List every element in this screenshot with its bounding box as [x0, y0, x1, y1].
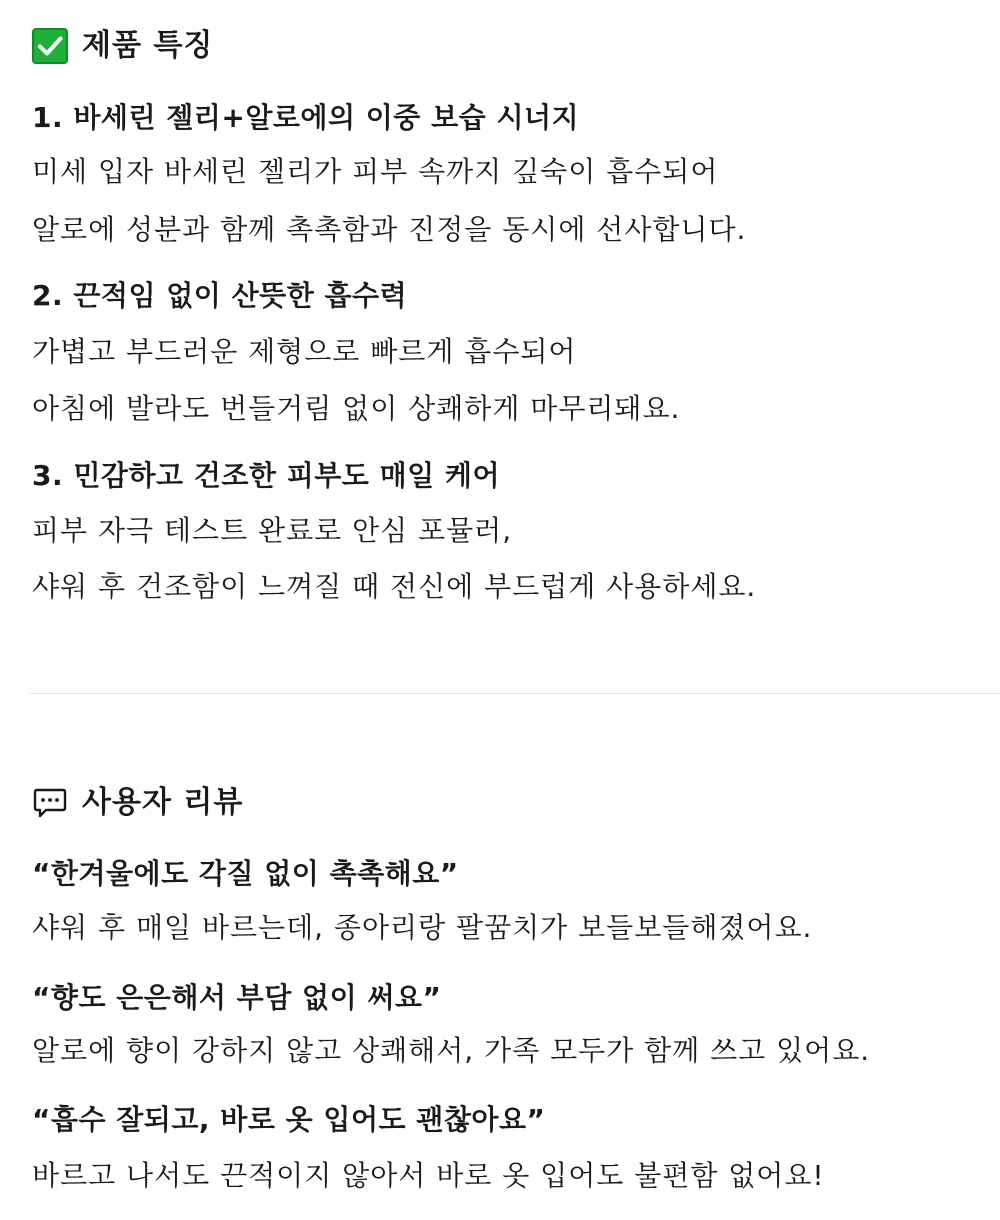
review-title: “흡수 잘되고, 바로 옷 입어도 괜찮아요” — [32, 1103, 546, 1136]
review-item-3 — [32, 1103, 972, 1206]
chat-bubble-icon — [32, 785, 68, 821]
review-title: “한겨울에도 각질 없이 촉촉해요” — [32, 857, 459, 890]
review-body: 바르고 나서도 끈적이지 않아서 바로 옷 입어도 불편함 없어요! — [32, 1159, 825, 1192]
review-item-1 — [32, 857, 972, 960]
review-title: “향도 은은해서 부담 없이 써요” — [32, 981, 442, 1014]
review-body: 샤워 후 매일 바르는데, 종아리랑 팔꿈치가 보들보들해졌어요. — [32, 911, 813, 944]
feature-line: 샤워 후 건조함이 느껴질 때 전신에 부드럽게 사용하세요. — [32, 570, 757, 603]
feature-line: 아침에 발라도 번들거림 없이 상쾌하게 마무리돼요. — [32, 392, 681, 425]
feature-title: 1. 바세린 젤리+알로에의 이중 보습 시너지 — [32, 101, 580, 134]
feature-line: 피부 자극 테스트 완료로 안심 포뮬러, — [32, 514, 513, 547]
feature-line: 가볍고 부드러운 제형으로 빠르게 흡수되어 — [32, 335, 577, 368]
feature-item-2 — [32, 279, 972, 432]
feature-line: 미세 입자 바세린 젤리가 피부 속까지 깊숙이 흡수되어 — [32, 155, 719, 188]
feature-title: 2. 끈적임 없이 산뜻한 흡수력 — [32, 279, 408, 312]
section-divider — [30, 693, 1000, 694]
features-title: 제품 특징 — [82, 28, 214, 63]
feature-title: 3. 민감하고 건조한 피부도 매일 케어 — [32, 459, 501, 492]
feature-item-1 — [32, 101, 972, 254]
review-body: 알로에 향이 강하지 않고 상쾌해서, 가족 모두가 함께 쓰고 있어요. — [32, 1034, 871, 1067]
reviews-title: 사용자 리뷰 — [82, 785, 244, 820]
check-icon — [32, 28, 68, 64]
feature-item-3 — [32, 459, 972, 612]
review-item-2 — [32, 981, 972, 1084]
feature-line: 알로에 성분과 함께 촉촉함과 진정을 동시에 선사합니다. — [32, 213, 747, 246]
reviews-header — [32, 785, 243, 821]
features-header — [32, 28, 213, 64]
